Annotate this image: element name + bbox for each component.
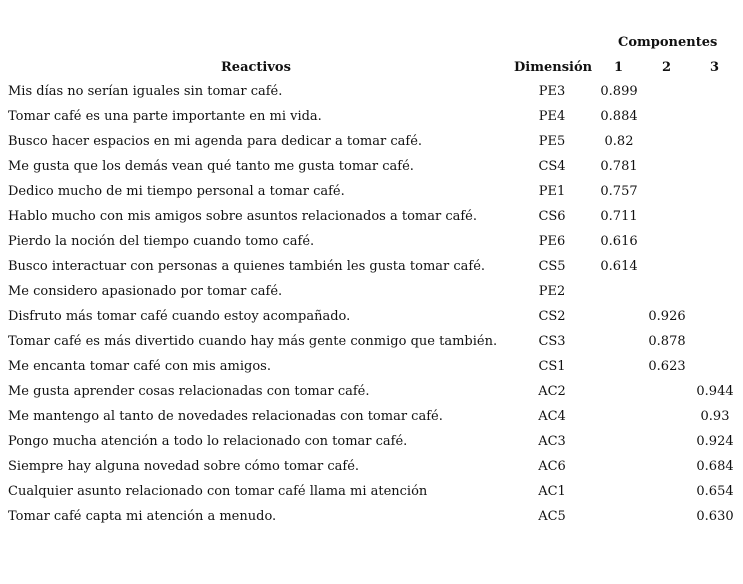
item-text: Busco interactuar con personas a quienes también les gusta tomar café.	[8, 259, 486, 274]
loading-component-1: 0.757	[600, 184, 638, 199]
item-text: Me gusta aprender cosas relacionadas con tomar café.	[8, 384, 370, 399]
dimension-code: CS6	[538, 209, 566, 224]
item-text: Me mantengo al tanto de novedades relacionadas con tomar café.	[8, 409, 443, 424]
item-text: Hablo mucho con mis amigos sobre asuntos relacionados a tomar café.	[8, 209, 477, 224]
header-component-1: 1	[614, 60, 624, 75]
loading-component-2: 0.623	[648, 359, 686, 374]
table-row	[0, 409, 743, 434]
item-text: Tomar café es más divertido cuando hay más gente conmigo que también.	[8, 334, 498, 349]
table-row	[0, 334, 743, 359]
loading-component-1: 0.781	[600, 159, 638, 174]
loading-component-1: 0.884	[600, 109, 638, 124]
loading-component-3: 0.684	[696, 459, 734, 474]
table-row	[0, 234, 743, 259]
item-text: Dedico mucho de mi tiempo personal a tomar café.	[8, 184, 345, 199]
table-row	[0, 184, 743, 209]
table-row	[0, 259, 743, 284]
dimension-code: CS2	[538, 309, 566, 324]
item-text: Siempre hay alguna novedad sobre cómo tomar café.	[8, 459, 360, 474]
loading-component-1: 0.614	[600, 259, 638, 274]
table-row	[0, 509, 743, 534]
dimension-code: CS3	[538, 334, 566, 349]
item-text: Disfruto más tomar café cuando estoy acompañado.	[8, 309, 351, 324]
item-text: Tomar café capta mi atención a menudo.	[8, 509, 277, 524]
table-row	[0, 134, 743, 159]
item-text: Me encanta tomar café con mis amigos.	[8, 359, 271, 374]
dimension-code: CS5	[538, 259, 566, 274]
dimension-code: PE3	[538, 84, 566, 99]
table-row	[0, 459, 743, 484]
header-component-3: 3	[710, 60, 720, 75]
dimension-code: AC6	[538, 459, 566, 474]
loading-component-3: 0.93	[700, 409, 730, 424]
table-row	[0, 484, 743, 509]
item-text: Pierdo la noción del tiempo cuando tomo café.	[8, 234, 315, 249]
header-component-2: 2	[662, 60, 672, 75]
dimension-code: AC2	[538, 384, 566, 399]
item-text: Me gusta que los demás vean qué tanto me gusta tomar café.	[8, 159, 414, 174]
loading-component-3: 0.654	[696, 484, 734, 499]
table-row	[0, 159, 743, 184]
dimension-code: PE2	[538, 284, 566, 299]
item-text: Busco hacer espacios en mi agenda para dedicar a tomar café.	[8, 134, 423, 149]
item-text: Pongo mucha atención a todo lo relacionado con tomar café.	[8, 434, 408, 449]
header-componentes: Componentes	[618, 35, 718, 50]
dimension-code: CS4	[538, 159, 566, 174]
table-row	[0, 359, 743, 384]
table-row	[0, 384, 743, 409]
table-row	[0, 434, 743, 459]
table-row	[0, 209, 743, 234]
loading-component-3: 0.630	[696, 509, 734, 524]
dimension-code: PE1	[538, 184, 566, 199]
loading-component-1: 0.82	[604, 134, 634, 149]
dimension-code: AC3	[538, 434, 566, 449]
dimension-code: AC4	[538, 409, 566, 424]
loading-component-1: 0.899	[600, 84, 638, 99]
dimension-code: AC1	[538, 484, 566, 499]
header-dimension: Dimensión	[514, 60, 593, 75]
item-text: Tomar café es una parte importante en mi vida.	[8, 109, 322, 124]
loading-component-2: 0.878	[648, 334, 686, 349]
table-row	[0, 284, 743, 309]
dimension-code: AC5	[538, 509, 566, 524]
dimension-code: PE6	[538, 234, 566, 249]
dimension-code: PE4	[538, 109, 566, 124]
dimension-code: PE5	[538, 134, 566, 149]
dimension-code: CS1	[538, 359, 566, 374]
loading-component-2: 0.926	[648, 309, 686, 324]
loading-component-3: 0.944	[696, 384, 734, 399]
item-text: Mis días no serían iguales sin tomar café.	[8, 84, 283, 99]
table-row	[0, 84, 743, 109]
loading-component-1: 0.711	[600, 209, 638, 224]
table-row	[0, 309, 743, 334]
item-text: Me considero apasionado por tomar café.	[8, 284, 283, 299]
item-text: Cualquier asunto relacionado con tomar café llama mi atención	[8, 484, 428, 499]
header-reactivos: Reactivos	[221, 60, 291, 75]
loading-component-3: 0.924	[696, 434, 734, 449]
table-row	[0, 109, 743, 134]
loading-component-1: 0.616	[600, 234, 638, 249]
